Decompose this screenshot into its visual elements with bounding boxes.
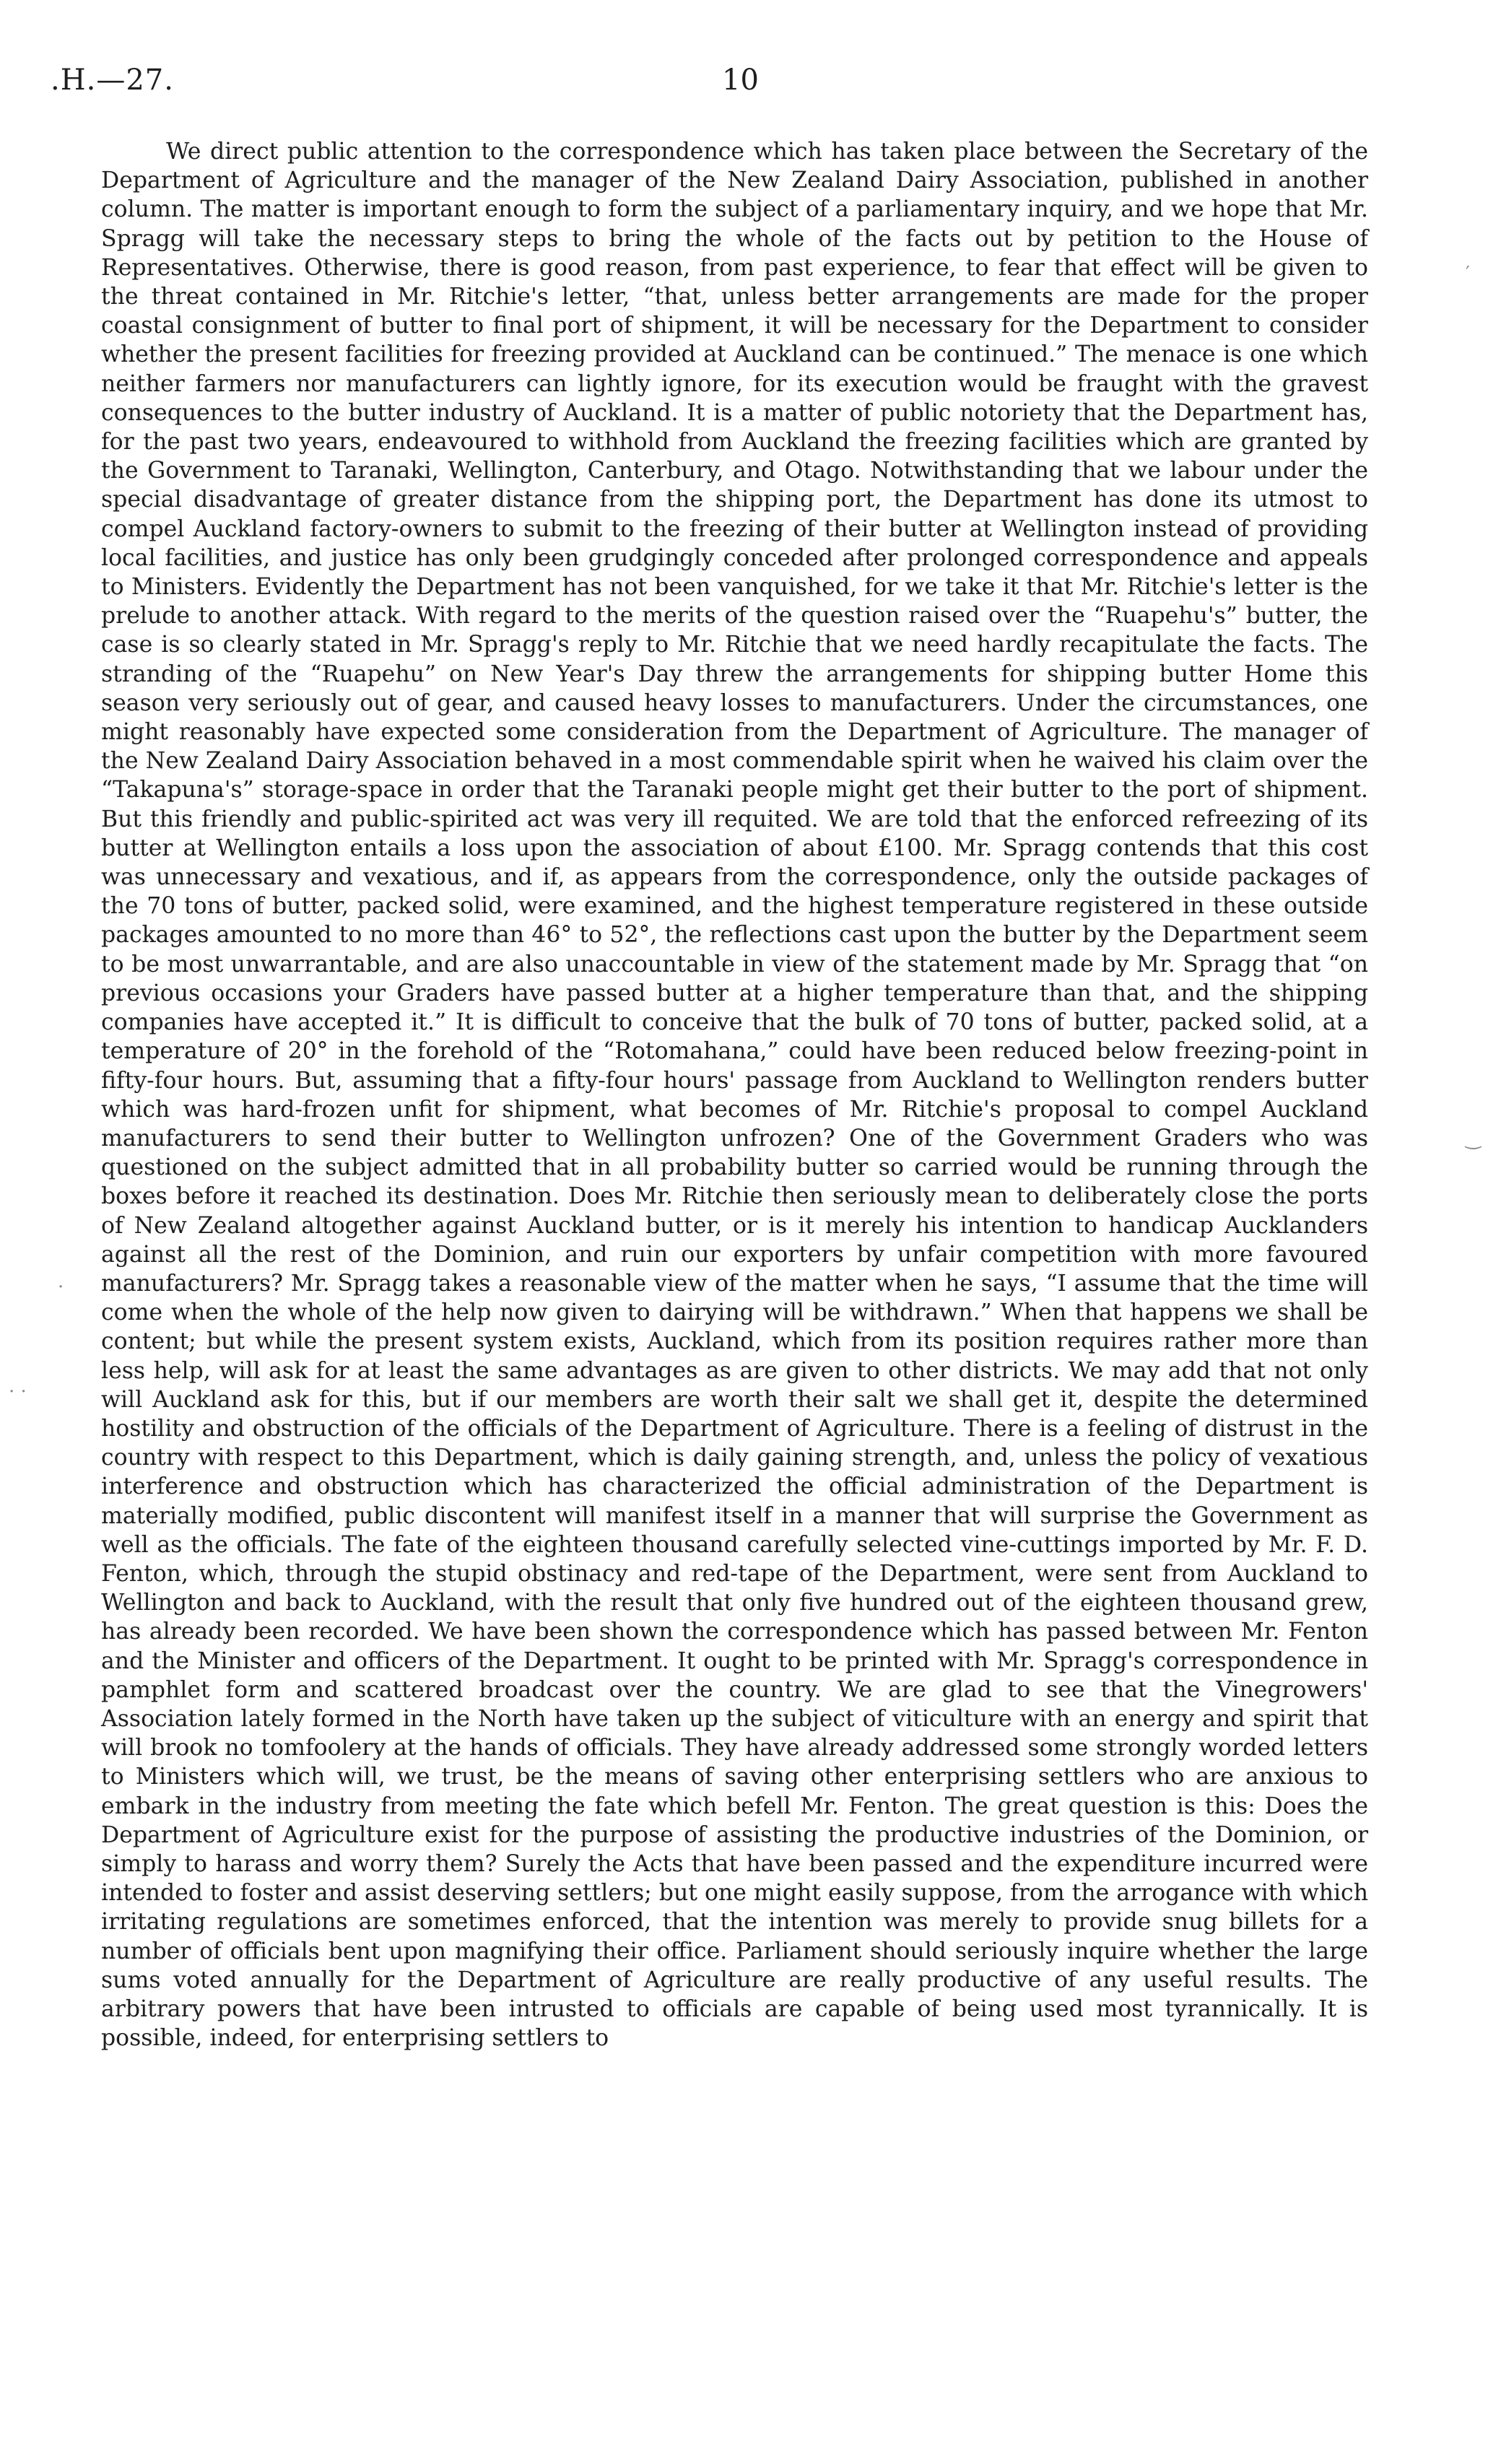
margin-speck: ‿ bbox=[1466, 1128, 1481, 1150]
margin-speck: · · bbox=[9, 1381, 27, 1403]
margin-speck: ′ bbox=[1466, 263, 1470, 284]
margin-speck: · bbox=[58, 1276, 64, 1298]
body-paragraph: We direct public attention to the correspondence which has taken place between the Secretary of the Department of Agriculture and the manager of the New Zealand Dairy Association, published in another column. The matter is important enough to form the subject of a parliamentary inquiry, and we hope that Mr. Spragg will take the necessary steps to bring the whole of the facts out by petition to the House of Representatives. Otherwise, there is good reason, from past experience, to fear that effect will be given to the threat contained in Mr. Ritchie's letter, “that, unless better arrangements are made for the proper coastal consignment of butter to final port of shipment, it will be necessary for the Department to consider whether the present facilities for freezing provided at Auckland can be continued.” The menace is one which neither farmers nor manufacturers can lightly ignore, for its execution would be fraught with the gravest consequences to the butter industry of Auckland. It is a matter of public notoriety that the Department has, for the past two years, endeavoured to withhold from Auckland the freezing facilities which are granted by the Government to Taranaki, Wellington, Canterbury, and Otago. Notwithstanding that we labour under the special disadvantage of greater distance from the shipping port, the Department has done its utmost to compel Auckland factory-owners to submit to the freezing of their butter at Wellington instead of providing local facilities, and justice has only been grudgingly conceded after prolonged correspondence and appeals to Ministers. Evidently the Department has not been vanquished, for we take it that Mr. Ritchie's letter is the prelude to another attack. With regard to the merits of the question raised over the “Ruapehu's” butter, the case is so clearly stated in Mr. Spragg's reply to Mr. Ritchie that we need hardly recapitulate the facts. The stranding of the “Ruapehu” on New Year's Day threw the arrangements for shipping butter Home this season very seriously out of gear, and caused heavy losses to manufacturers. Under the circumstances, one might reasonably have expected some consideration from the Department of Agriculture. The manager of the New Zealand Dairy Association behaved in a most commendable spirit when he waived his claim over the “Takapuna's” storage-space in order that the Taranaki people might get their butter to the port of shipment. But this friendly and public-spirited act was very ill requited. We are told that the enforced refreezing of its butter at Wellington entails a loss upon the association of about £100. Mr. Spragg contends that this cost was unnecessary and vexatious, and if, as appears from the correspondence, only the outside packages of the 70 tons of butter, packed solid, were examined, and the highest temperature registered in these outside packages amounted to no more than 46° to 52°, the reflections cast upon the butter by the Department seem to be most unwarrantable, and are also unaccountable in view of the statement made by Mr. Spragg that “on previous occasions your Graders have passed butter at a higher temperature than that, and the shipping companies have accepted it.” It is difficult to conceive that the bulk of 70 tons of butter, packed solid, at a temperature of 20° in the forehold of the “Rotomahana,” could have been reduced below freezing-point in fifty-four hours. But, assuming that a fifty-four hours' passage from Auckland to Wellington renders butter which was hard-frozen unfit for shipment, what becomes of Mr. Ritchie's proposal to compel Auckland manufacturers to send their butter to Wellington unfrozen? One of the Government Graders who was questioned on the subject admitted that in all probability butter so carried would be running through the boxes before it reached its destination. Does Mr. Ritchie then seriously mean to deliberately close the ports of New Zealand altogether against Auckland butter, or is it merely his intention to handicap Aucklanders against all the rest of the Dominion, and ruin our exporters by unfair competition with more favoured manufacturers? Mr. Spragg takes a reasonable view of the matter when he says, “I assume that the time will come when the whole of the help now given to dairying will be withdrawn.” When that happens we shall be content; but while the present system exists, Auckland, which from its position requires rather more than less help, will ask for at least the same advantages as are given to other districts. We may add that not only will Auckland ask for this, but if our members are worth their salt we shall get it, despite the determined hostility and obstruction of the officials of the Department of Agriculture. There is a feeling of distrust in the country with respect to this Department, which is daily gaining strength, and, unless the policy of vexatious interference and obstruction which has characterized the official administration of the Department is materially modified, public discontent will manifest itself in a manner that will surprise the Government as well as the officials. The fate of the eighteen thousand carefully selected vine-cuttings imported by Mr. F. D. Fenton, which, through the stupid obstinacy and red-tape of the Department, were sent from Auckland to Wellington and back to Auckland, with the result that only five hundred out of the eighteen thousand grew, has already been recorded. We have been shown the correspondence which has passed between Mr. Fenton and the Minister and officers of the Department. It ought to be printed with Mr. Spragg's correspondence in pamphlet form and scattered broadcast over the country. We are glad to see that the Vinegrowers' Association lately formed in the North have taken up the subject of viticulture with an energy and spirit that will brook no tomfoolery at the hands of officials. They have already addressed some strongly worded letters to Ministers which will, we trust, be the means of saving other enterprising settlers who are anxious to embark in the industry from meeting the fate which befell Mr. Fenton. The great question is this: Does the Department of Agriculture exist for the purpose of assisting the productive industries of the Dominion, or simply to harass and worry them? Surely the Acts that have been passed and the expenditure incurred were intended to foster and assist deserving settlers; but one might easily suppose, from the arrogance with which irritating regulations are sometimes enforced, that the intention was merely to provide snug billets for a number of officials bent upon magnifying their office. Parliament should seriously inquire whether the large sums voted annually for the Department of Agriculture are really productive of any useful results. The arbitrary powers that have been intrusted to officials are capable of being used most tyrannically. It is possible, indeed, for enterprising settlers to bbox=[101, 139, 1368, 2052]
page-header bbox=[51, 64, 1379, 114]
page-number: 10 bbox=[722, 64, 759, 97]
document-reference: .H.—27. bbox=[51, 64, 174, 97]
